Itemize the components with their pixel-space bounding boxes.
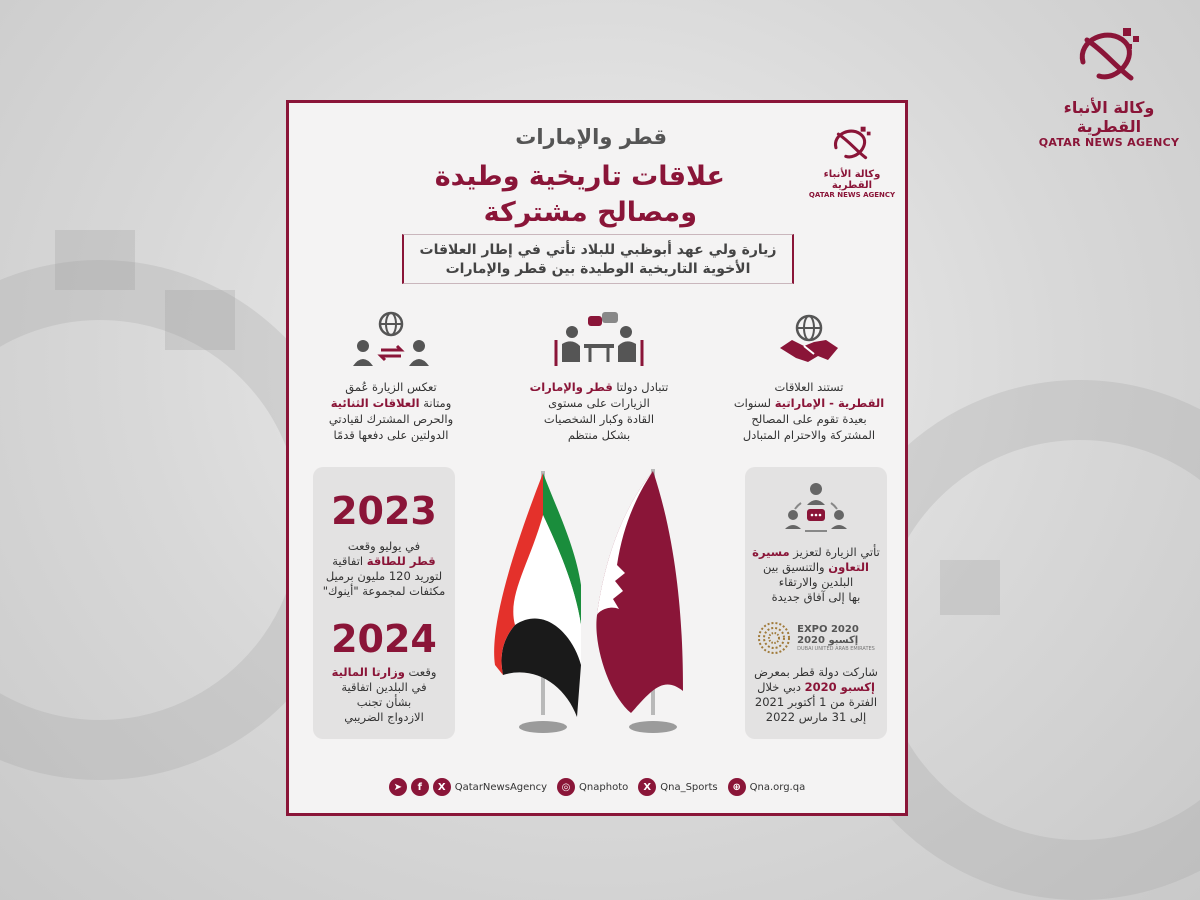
coop-bold1: مسيرة <box>752 545 790 559</box>
right-col-line4: المشتركة والاحترام المتبادل <box>742 428 876 442</box>
telegram-icon[interactable]: ➤ <box>389 778 407 796</box>
meeting-icon <box>509 309 689 371</box>
expo-bold: إكسبو 2020 <box>804 680 875 694</box>
expo-label-en: EXPO 2020 <box>797 624 859 635</box>
flags-illustration <box>485 465 715 751</box>
cooperation-panel <box>745 467 887 739</box>
coop-pre: تأتي الزيارة لتعزيز <box>789 545 880 559</box>
expo-label-ar: إكسبو 2020 <box>797 635 859 646</box>
timeline-2024-bold: وزارتا المالية <box>331 665 405 679</box>
right-col-mid: لسنوات <box>733 396 775 410</box>
facebook-icon[interactable]: f <box>411 778 429 796</box>
center-col-line3: القادة وكبار الشخصيات <box>543 412 655 426</box>
expo-emblem-icon <box>757 621 791 655</box>
social-footer <box>289 775 905 799</box>
uae-flag-base <box>519 721 567 733</box>
expo-logo <box>745 621 887 655</box>
qna-logo-card <box>807 123 897 199</box>
coop-line3: البلدين والارتقاء <box>778 575 854 589</box>
handshake-globe-icon <box>719 309 899 371</box>
x-icon[interactable]: X <box>638 778 656 796</box>
timeline-2024-line2: في البلدين اتفاقية <box>341 680 427 694</box>
social-main[interactable] <box>389 778 547 796</box>
timeline-2023-line3: لتوريد 120 مليون برميل <box>325 569 443 583</box>
right-col-bold: القطرية - الإماراتية <box>774 396 885 410</box>
coop-bold2: التعاون <box>828 560 869 574</box>
kicker-title: قطر والإمارات <box>515 125 667 149</box>
qna-logo-corner <box>1034 22 1184 149</box>
brand-name-arabic: وكالة الأنباء القطرية <box>1063 98 1155 136</box>
left-col-line1: تعكس الزيارة عُمق <box>345 380 437 394</box>
timeline-2023-bold: قطر للطاقة <box>366 554 436 568</box>
left-col-pre: ومتانة <box>419 396 452 410</box>
center-col-bold: قطر والإمارات <box>529 380 613 394</box>
globe-icon[interactable]: ⊕ <box>728 778 746 796</box>
card-brand-arabic: وكالة الأنباء القطرية <box>823 169 881 191</box>
column-center <box>509 309 689 443</box>
handle-main[interactable]: QatarNewsAgency <box>454 781 548 793</box>
timeline-year-2023: 2023 <box>331 489 437 533</box>
social-photo[interactable] <box>557 778 628 796</box>
expo-label-sub: DUBAI UNITED ARAB EMIRATES <box>797 646 875 652</box>
center-col-line2: الزيارات على مستوى <box>548 396 650 410</box>
right-col-line1: تستند العلاقات <box>774 380 844 394</box>
center-col-line4: بشكل منتظم <box>567 428 631 442</box>
qna-emblem-icon <box>1069 22 1149 90</box>
subtitle-line2: الأخوية التاريخية الوطيدة بين قطر والإمارات <box>445 261 751 277</box>
timeline-2024-line3: بشأن تجنب <box>356 695 412 709</box>
timeline-2023-line4: مكثفات لمجموعة "أينوك" <box>322 584 446 598</box>
timeline-2023-line1: في يوليو وقعت <box>347 539 421 553</box>
social-website[interactable] <box>728 778 806 796</box>
handle-sports[interactable]: Qna_Sports <box>660 781 718 793</box>
timeline-2024-line4: الازدواج الضريبي <box>344 710 424 724</box>
main-title-line1: علاقات تاريخية وطيدة <box>434 161 725 192</box>
social-sports[interactable] <box>638 778 717 796</box>
subtitle-line1: زيارة ولي عهد أبوظبي للبلاد تأتي في إطار العلاقات <box>419 242 777 258</box>
expo-mid: دبي خلال <box>757 680 805 694</box>
background-square <box>55 230 135 290</box>
timeline-year-2024: 2024 <box>331 617 437 661</box>
website-link[interactable]: Qna.org.qa <box>749 781 806 793</box>
background-square <box>940 560 1000 615</box>
expo-line1: شاركت دولة قطر بمعرض <box>754 665 878 679</box>
right-col-line3: بعيدة تقوم على المصالح <box>751 412 867 426</box>
left-col-bold: العلاقات الثنائية <box>330 396 420 410</box>
timeline-2024-pre: وقعت <box>404 665 437 679</box>
handle-photo[interactable]: Qnaphoto <box>579 781 629 793</box>
network-chat-icon <box>745 479 887 535</box>
expo-line4: إلى 31 مارس 2022 <box>765 710 867 724</box>
subtitle-box <box>402 234 794 284</box>
x-icon[interactable]: X <box>433 778 451 796</box>
left-col-line3: والحرص المشترك لقيادتي <box>328 412 454 426</box>
background-square <box>165 290 235 350</box>
card-brand-english: QATAR NEWS AGENCY <box>808 191 896 199</box>
qna-emblem-icon <box>827 123 877 165</box>
left-col-line4: الدولتين على دفعها قدمًا <box>333 428 449 442</box>
infographic-card <box>286 100 908 816</box>
brand-name-english: QATAR NEWS AGENCY <box>1038 136 1180 149</box>
column-left <box>301 309 481 443</box>
coop-mid: والتنسيق بين <box>763 560 829 574</box>
expo-line3: الفترة من 1 أكتوبر 2021 <box>754 695 878 709</box>
timeline-2023-mid: اتفاقية <box>332 554 367 568</box>
coop-line4: بها إلى آفاق جديدة <box>771 590 861 604</box>
people-exchange-icon <box>301 309 481 371</box>
qatar-flag-base <box>629 721 677 733</box>
instagram-icon[interactable]: ◎ <box>557 778 575 796</box>
center-col-pre: تتبادل دولتا <box>612 380 669 394</box>
column-right <box>719 309 899 443</box>
timeline-panel <box>313 467 455 739</box>
main-title-line2: ومصالح مشتركة <box>483 197 697 228</box>
